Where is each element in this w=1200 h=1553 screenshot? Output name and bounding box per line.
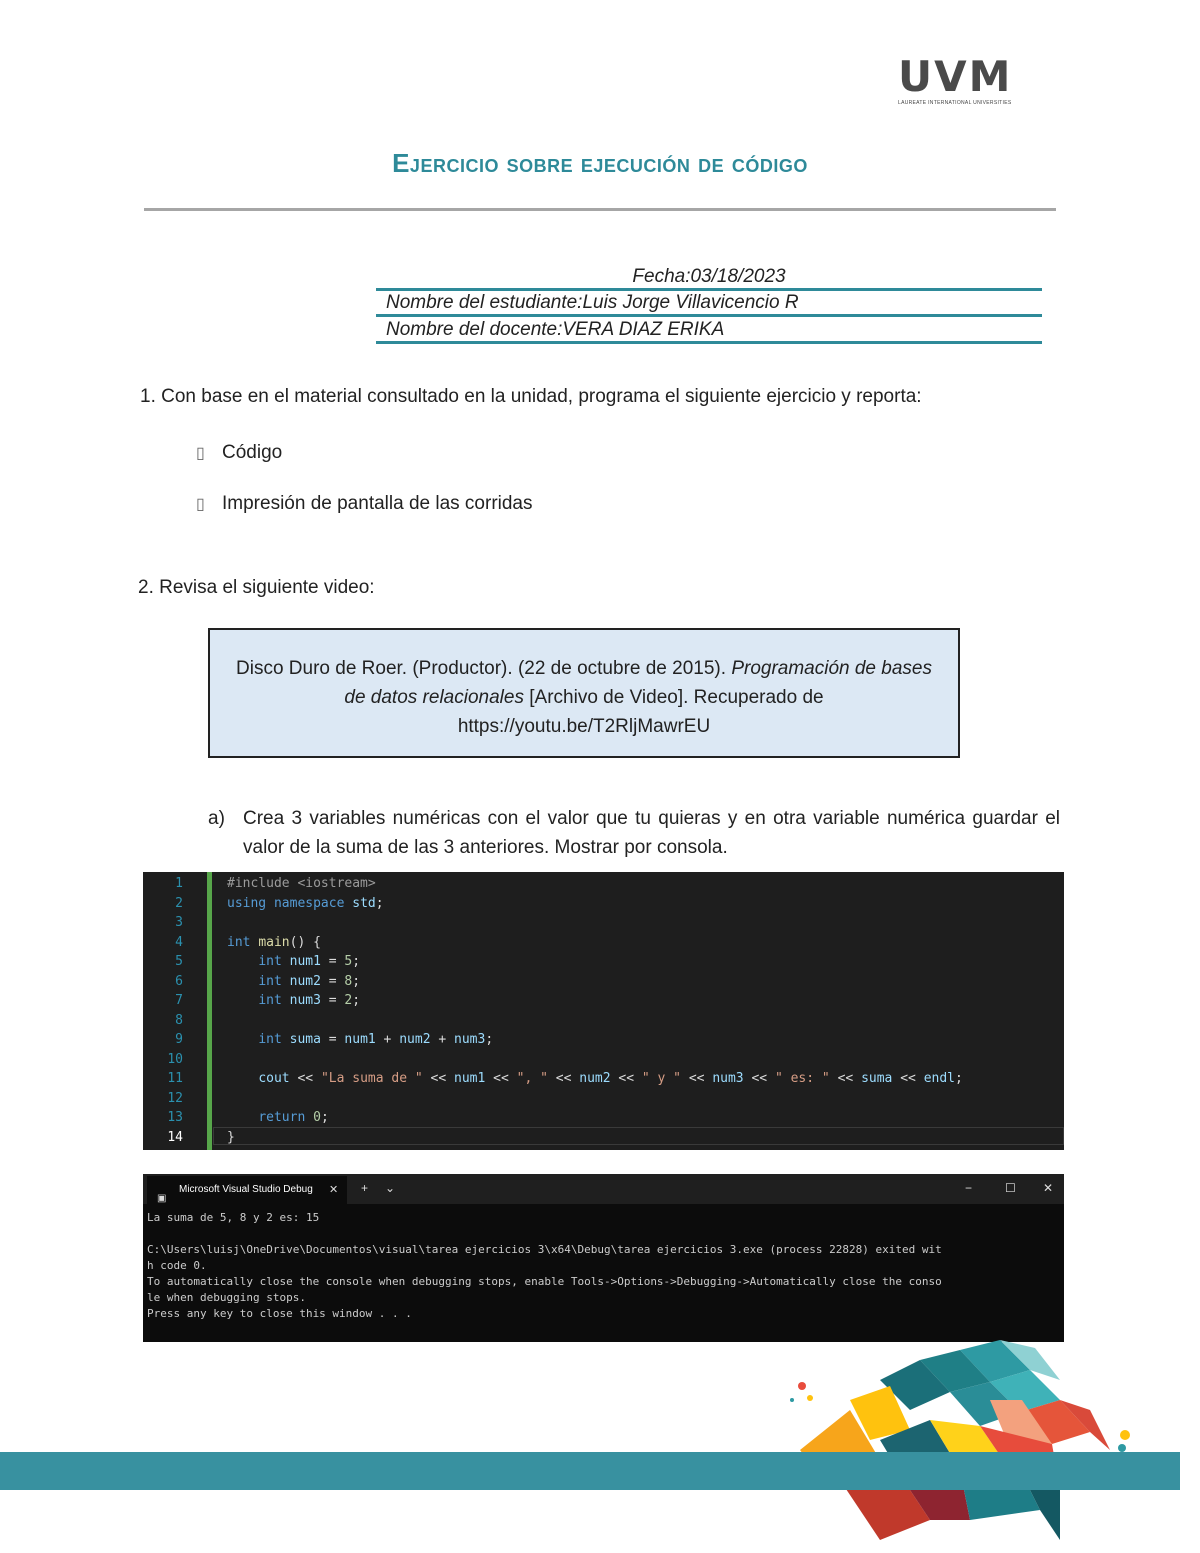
question-2: 2. Revisa el siguiente video: xyxy=(138,577,375,598)
docente-line xyxy=(376,319,1042,344)
line-number: 6 xyxy=(175,973,183,989)
code-line: int num3 = 2; xyxy=(258,993,361,1008)
console-line xyxy=(147,1226,942,1242)
code-line: #include <iostream> xyxy=(227,876,376,891)
question-a xyxy=(208,804,1060,862)
maximize-button[interactable]: ☐ xyxy=(1005,1181,1016,1195)
code-line: return 0; xyxy=(258,1110,329,1125)
console-tab-title: Microsoft Visual Studio Debug xyxy=(179,1184,313,1195)
close-button[interactable]: ✕ xyxy=(1043,1181,1054,1195)
console-line: C:\Users\luisj\OneDrive\Documentos\visual\tarea ejercicios 3\x64\Debug\tarea ejercicios 3.exe (process 22828) exited wit xyxy=(147,1243,942,1256)
line-number: 10 xyxy=(167,1051,183,1067)
change-bar xyxy=(207,872,212,1150)
console-line: Press any key to close this window . . . xyxy=(147,1307,412,1320)
estudiante-text: Nombre del estudiante:Luis Jorge Villavicencio R xyxy=(386,292,799,313)
terminal-icon: ▣ xyxy=(157,1193,167,1204)
minimize-button[interactable]: − xyxy=(965,1181,973,1195)
line-number: 14 xyxy=(167,1129,183,1145)
line-number: 11 xyxy=(167,1071,183,1086)
line-number: 4 xyxy=(175,934,183,950)
tab-dropdown-icon[interactable]: ⌄ xyxy=(385,1181,396,1195)
console-line: h code 0. xyxy=(147,1259,207,1272)
question-a-text: Crea 3 variables numéricas con el valor que tu quieras y en otra variable numérica guardar el valor de la suma de las 3 anteriores. Mostrar por consola. xyxy=(243,808,1060,858)
logo-text: UVM xyxy=(898,52,1013,101)
console-output xyxy=(147,1210,942,1322)
console-titlebar xyxy=(143,1174,1064,1204)
new-tab-button[interactable]: + xyxy=(361,1181,369,1195)
bullet-item-codigo xyxy=(196,442,282,464)
citation-url[interactable]: https://youtu.be/T2RljMawrEU xyxy=(457,716,711,737)
decorative-cubes-graphic xyxy=(760,1340,1200,1553)
line-number: 12 xyxy=(167,1090,183,1106)
code-editor-screenshot xyxy=(143,872,1064,1150)
console-line: La suma de 5, 8 y 2 es: 15 xyxy=(147,1211,320,1224)
question-1: 1. Con base en el material consultado en la unidad, programa el siguiente ejercicio y reporta: xyxy=(140,386,922,407)
console-tab[interactable] xyxy=(147,1176,347,1204)
code-line: cout << "La suma de " << num1 << ", " << num2 << " y " << num3 << " es: " << suma << endl; xyxy=(258,1071,963,1086)
line-number: 8 xyxy=(175,1012,183,1028)
code-line: } xyxy=(227,1129,235,1145)
tab-close-icon[interactable]: ✕ xyxy=(329,1184,339,1196)
bullet-text: Impresión de pantalla de las corridas xyxy=(222,493,533,514)
line-number: 7 xyxy=(175,993,183,1008)
docente-text: Nombre del docente:VERA DIAZ ERIKA xyxy=(386,319,725,340)
code-line: int num2 = 8; xyxy=(258,973,361,989)
fecha-line xyxy=(376,266,1042,291)
current-line-highlight xyxy=(213,1127,1064,1145)
fecha-text: Fecha:03/18/2023 xyxy=(632,266,786,287)
bullet-text: Código xyxy=(222,442,283,463)
footer-band xyxy=(0,1452,1180,1490)
console-line: To automatically close the console when debugging stops, enable Tools->Options->Debugging->Automatically close the conso xyxy=(147,1275,942,1288)
line-number: 5 xyxy=(175,954,183,969)
code-line: int main() { xyxy=(227,934,321,950)
line-number: 1 xyxy=(175,876,183,891)
citation-post: [Archivo de Video]. Recuperado de xyxy=(523,687,824,708)
debug-console-screenshot xyxy=(143,1174,1064,1342)
bullet-item-impresion xyxy=(196,493,533,515)
bullet-box-icon: ▯ xyxy=(196,445,205,462)
code-line: using namespace std; xyxy=(227,895,384,911)
line-number: 13 xyxy=(167,1110,183,1125)
citation-box xyxy=(208,628,960,758)
line-number: 2 xyxy=(175,895,183,911)
line-number-gutter xyxy=(143,872,205,1150)
code-line: int suma = num1 + num2 + num3; xyxy=(258,1032,494,1047)
citation-title: Programación de bases de datos relacionales xyxy=(344,658,932,708)
page-title: Ejercicio sobre ejecución de código xyxy=(392,148,808,178)
question-a-label: a) xyxy=(208,808,225,829)
console-line: le when debugging stops. xyxy=(147,1291,306,1304)
title-divider xyxy=(144,208,1056,211)
uvm-logo xyxy=(898,52,1022,106)
code-line: int num1 = 5; xyxy=(258,954,361,969)
bullet-box-icon: ▯ xyxy=(196,496,205,513)
estudiante-line xyxy=(376,292,1042,317)
line-number: 9 xyxy=(175,1032,183,1047)
line-number: 3 xyxy=(175,915,183,930)
citation-pre: Disco Duro de Roer. (Productor). (22 de octubre de 2015). xyxy=(236,658,732,679)
logo-subtext: LAUREATE INTERNATIONAL UNIVERSITIES xyxy=(898,100,1012,106)
